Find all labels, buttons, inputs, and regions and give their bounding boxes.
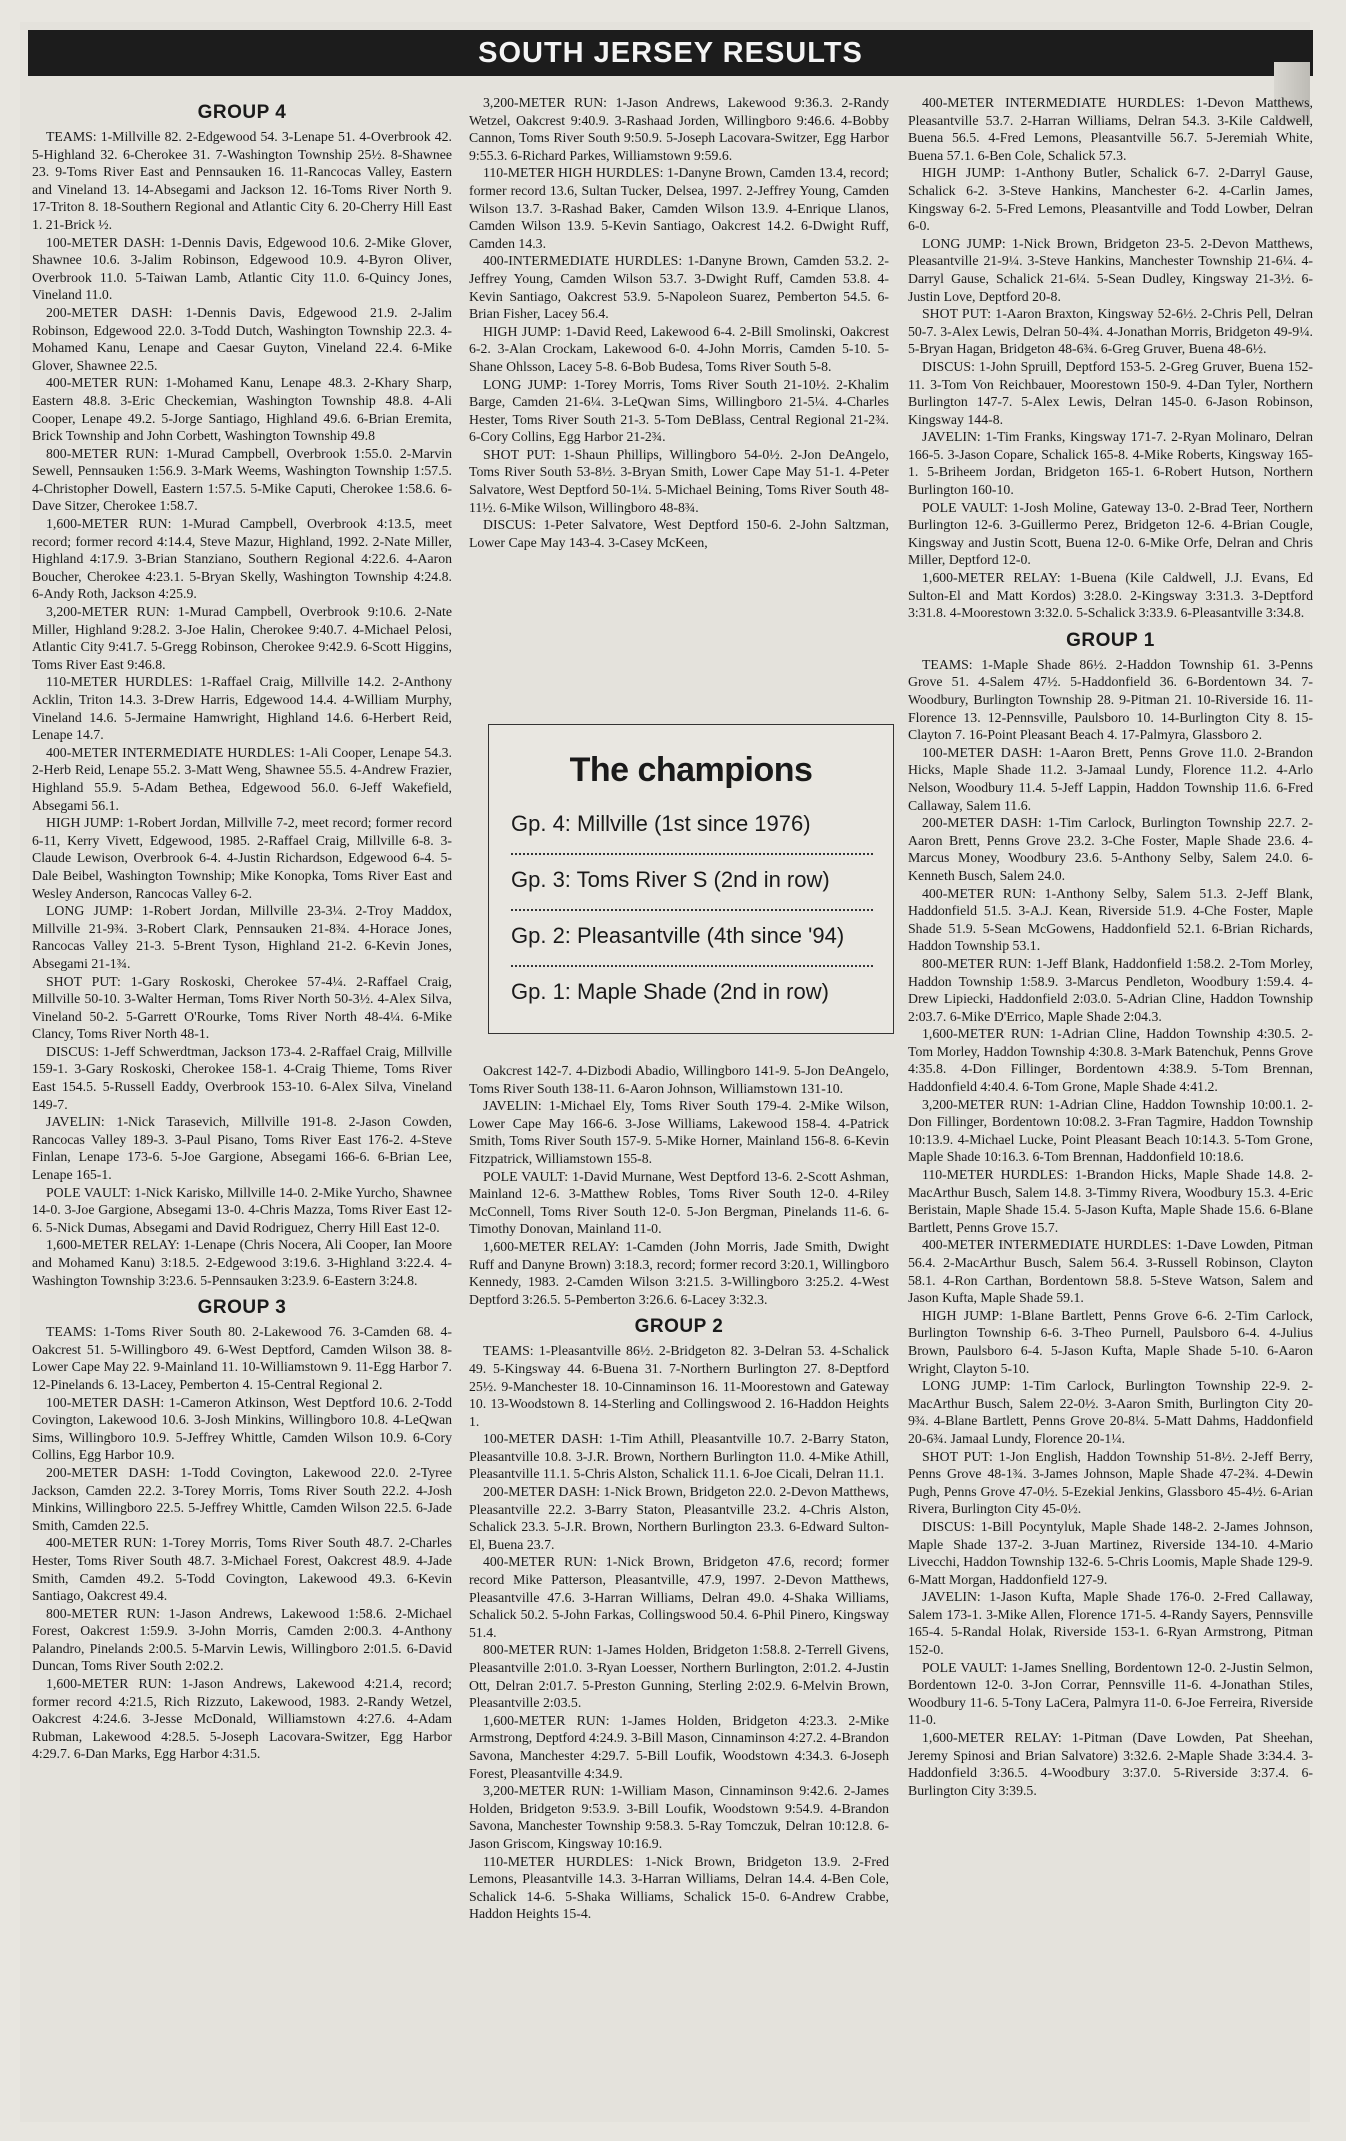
result-paragraph: 800-METER RUN: 1-Jason Andrews, Lakewood 1:58.6. 2-Michael Forest, Oakcrest 1:59.9. 3-John Morris, Camden 2:00.3. 4-Anthony Palandro, Pinelands 2:00.5. 5-Marvin Lewis, Willingboro 2:01.5. 6-David Duncan, Toms River South 2:02.2. xyxy=(32,1605,452,1674)
result-paragraph: POLE VAULT: 1-Nick Karisko, Millville 14-0. 2-Mike Yurcho, Shawnee 14-0. 3-Joe Gargione, Absegami 13-0. 4-Chris Mazza, Toms River East 12-6. 5-Nick Dumas, Absegami and David Rodriguez, Cherry Hill East 12-0. xyxy=(32,1184,452,1235)
result-paragraph: 1,600-METER RUN: 1-James Holden, Bridgeton 4:23.3. 2-Mike Armstrong, Deptford 4:24.9. 3-Bill Mason, Cinnaminson 4:27.2. 4-Brandon Savona, Manchester 4:29.7. 5-Bill Loufik, Woodstown 4:34.3. 6-Joseph Forest, Pleasantville 4:34.9. xyxy=(469,1712,889,1781)
column-1 xyxy=(32,94,452,2104)
result-paragraph: 100-METER DASH: 1-Dennis Davis, Edgewood 10.6. 2-Mike Glover, Shawnee 10.6. 3-Jalim Robinson, Edgewood 10.9. 4-Byron Oliver, Overbrook 11.0. 5-Taiwan Lamb, Atlantic City 11.0. 6-Quincy Jones, Vineland 11.0. xyxy=(32,234,452,303)
group-4-results xyxy=(32,128,452,1289)
result-paragraph: POLE VAULT: 1-David Murnane, West Deptford 13-6. 2-Scott Ashman, Mainland 12-6. 3-Matthew Robles, Toms River South 12-0. 4-Riley McConnell, Toms River South 12-0. 5-Jon Bergman, Pinelands 11-6. 6-Timothy Donovan, Mainland 11-0. xyxy=(469,1168,889,1237)
result-paragraph: 400-METER INTERMEDIATE HURDLES: 1-Dave Lowden, Pitman 56.4. 2-MacArthur Busch, Salem 56.4. 3-Russell Robinson, Clayton 58.1. 4-Ron Carthan, Bordentown 58.8. 5-Steve Watson, Salem and Jason Kufta, Maple Shade 59.1. xyxy=(908,1237,1313,1306)
result-paragraph: POLE VAULT: 1-James Snelling, Bordentown 12-0. 2-Justin Selmon, Bordentown 12-0. 3-Jon Corrar, Pennsville 11-6. 4-Jonathan Stiles, Woodbury 11-6. 5-Tony LaCera, Palmyra 11-0. 6-Joe Ferreira, Riverside 11-0. xyxy=(908,1659,1313,1728)
result-paragraph: HIGH JUMP: 1-Anthony Butler, Schalick 6-7. 2-Darryl Gause, Schalick 6-2. 3-Steve Hankins, Manchester 6-2. 4-Carlin James, Kingsway 6-2. 5-Fred Lemons, Pleasantville and Todd Lowber, Delran 6-0. xyxy=(908,165,1313,234)
result-paragraph: 110-METER HIGH HURDLES: 1-Danyne Brown, Camden 13.4, record; former record 13.6, Sultan Tucker, Delsea, 1997. 2-Jeffrey Young, Camden Wilson 13.7. 3-Rashad Baker, Camden Wilson 13.9. 4-Enrique Llanos, Camden Wilson 13.9. 5-Kevin Santiago, Oakcrest 14.2. 6-Dwight Ruff, Camden 14.3. xyxy=(469,165,889,251)
group-1-heading: GROUP 1 xyxy=(1066,629,1155,651)
champion-line: Gp. 3: Toms River S (2nd in row) xyxy=(511,867,830,892)
result-paragraph: SHOT PUT: 1-Aaron Braxton, Kingsway 52-6½. 2-Chris Pell, Delran 50-7. 3-Alex Lewis, Delran 50-4¾. 4-Jonathan Morris, Bridgeton 49-9¼. 5-Bryan Hagan, Bridgeton 48-6¾. 6-Greg Gruver, Buena 48-6½. xyxy=(908,306,1313,357)
result-paragraph: TEAMS: 1-Maple Shade 86½. 2-Haddon Township 61. 3-Penns Grove 51. 4-Salem 47½. 5-Haddonfield 36. 6-Bordentown 34. 7-Woodbury, Burlington Township 28. 9-Pitman 21. 10-Riverside 16. 11-Florence 13. 12-Pennsville, Paulsboro 10. 14-Burlington City 8. 15-Clayton 7. 16-Point Pleasant Beach 4. 17-Palmyra, Glassboro 2. xyxy=(908,656,1313,743)
result-paragraph: 400-METER RUN: 1-Mohamed Kanu, Lenape 48.3. 2-Khary Sharp, Eastern 48.8. 3-Eric Checkemian, Washington Township 48.8. 4-Ali Cooper, Lenape 49.2. 5-Jorge Santiago, Highland 49.6. 6-Brian Eremita, Brick Township and John Corbett, Washington Township 49.8 xyxy=(32,375,452,444)
result-paragraph: SHOT PUT: 1-Jon English, Haddon Township 51-8½. 2-Jeff Berry, Penns Grove 48-1¾. 3-James Johnson, Maple Shade 47-2¾. 4-Dewin Pugh, Penns Grove 47-0½. 5-Ezekial Jenkins, Glassboro 45-4½. 6-Arian Rivera, Burlington City 45-0½. xyxy=(908,1448,1313,1517)
result-paragraph: 100-METER DASH: 1-Aaron Brett, Penns Grove 11.0. 2-Brandon Hicks, Maple Shade 11.2. 3-Jamaal Lundy, Florence 11.2. 4-Arlo Nelson, Woodbury 11.4. 5-Jeff Lappin, Haddon Township 11.6. 6-Fred Callaway, Salem 11.6. xyxy=(908,744,1313,813)
result-paragraph: 200-METER DASH: 1-Todd Covington, Lakewood 22.0. 2-Tyree Jackson, Camden 22.2. 3-Torey Morris, Toms River South 22.2. 4-Josh Minkins, Willingboro 22.5. 5-Jeffrey Whittle, Camden Wilson 22.5. 6-Jade Smith, Camden 22.5. xyxy=(32,1464,452,1533)
result-paragraph: 200-METER DASH: 1-Tim Carlock, Burlington Township 22.7. 2-Aaron Brett, Penns Grove 23.2. 3-Che Foster, Maple Shade 23.6. 4-Marcus Money, Woodbury 23.6. 5-Anthony Selby, Salem 24.0. 6-Kenneth Busch, Salem 24.0. xyxy=(908,815,1313,883)
result-paragraph: 1,600-METER RUN: 1-Adrian Cline, Haddon Township 4:30.5. 2-Tom Morley, Haddon Township 4:30.8. 3-Mark Batenchuk, Penns Grove 4:35.8. 4-Don Fillinger, Bordentown 4:38.9. 5-Tom Brennan, Haddonfield 4:40.4. 6-Tom Grone, Maple Shade 4:41.2. xyxy=(908,1026,1313,1095)
group-2-heading: GROUP 2 xyxy=(634,1316,724,1338)
champion-line: Gp. 1: Maple Shade (2nd in row) xyxy=(511,979,829,1004)
result-paragraph: 1,600-METER RELAY: 1-Buena (Kile Caldwell, J.J. Evans, Ed Sulton-El and Matt Kordos) 3:28.0. 2-Kingsway 3:31.3. 3-Deptford 3:31.8. 4-Moorestown 3:32.0. 5-Schalick 3:33.9. 6-Pleasantville 3:34.8. xyxy=(908,570,1313,621)
result-paragraph: LONG JUMP: 1-Tim Carlock, Burlington Township 22-9. 2-MacArthur Busch, Salem 22-0½. 3-Aaron Smith, Burlington City 20-9¾. 4-Blane Bartlett, Penns Grove 20-8¼. 5-Matt Dahms, Haddonfield 20-6¾. Jamaal Lundy, Florence 20-1¼. xyxy=(908,1378,1313,1446)
result-paragraph: 100-METER DASH: 1-Cameron Atkinson, West Deptford 10.6. 2-Todd Covington, Lakewood 10.6. 3-Josh Minkins, Willingboro 10.8. 4-LeQwan Sims, Willingboro 10.9. 5-Jeffrey Whittle, Camden Wilson 10.9. 6-Cory Collins, Egg Harbor 10.9. xyxy=(32,1394,452,1463)
result-paragraph: 400-METER RUN: 1-Torey Morris, Toms River South 48.7. 2-Charles Hester, Toms River South 48.7. 3-Michael Forest, Oakcrest 48.9. 4-Jade Smith, Camden 49.2. 5-Todd Covington, Lakewood 49.3. 6-Kevin Santiago, Oakcrest 49.4. xyxy=(32,1535,452,1604)
result-paragraph: 400-METER INTERMEDIATE HURDLES: 1-Devon Matthews, Pleasantville 53.7. 2-Harran Williams, Delran 54.3. 3-Kile Caldwell, Buena 56.5. 4-Fred Lemons, Pleasantville 56.7. 5-Jeremiah White, Buena 57.1. 6-Ben Cole, Schalick 57.3. xyxy=(908,95,1313,163)
result-paragraph: 3,200-METER RUN: 1-Adrian Cline, Haddon Township 10:00.1. 2-Don Fillinger, Bordentown 10:08.2. 3-Fran Tagmire, Haddon Township 10:13.9. 4-Michael Lucke, Point Pleasant Beach 10:14.3. 5-Tom Grone, Maple Shade 10:16.3. 6-Tom Brennan, Haddonfield 10:18.6. xyxy=(908,1096,1313,1165)
result-paragraph: JAVELIN: 1-Tim Franks, Kingsway 171-7. 2-Ryan Molinaro, Delran 166-5. 3-Jason Copare, Schalick 165-8. 4-Mike Roberts, Kingsway 165-1. 5-Briheem Jordan, Bridgeton 165-1. 6-Robert Hutson, Northern Burlington 160-10. xyxy=(908,429,1313,498)
result-paragraph: LONG JUMP: 1-Robert Jordan, Millville 23-3¼. 2-Troy Maddox, Millville 21-9¾. 3-Robert Clark, Pennsauken 21-8¾. 4-Horace Jones, Rancocas Valley 21-3. 5-Brent Tyson, Highland 21-2. 6-Kevin Jones, Absegami 21-1¾. xyxy=(32,903,452,971)
dotted-divider xyxy=(511,909,873,911)
result-paragraph: 800-METER RUN: 1-Jeff Blank, Haddonfield 1:58.2. 2-Tom Morley, Haddon Township 1:58.9. 3-Marcus Pendleton, Woodbury 1:59.4. 4-Drew Lipiecki, Haddonfield 2:03.0. 5-Adrian Cline, Haddon Township 2:03.7. 6-Mike D'Errico, Maple Shade 2:04.3. xyxy=(908,955,1313,1024)
dotted-divider xyxy=(511,853,873,855)
champion-line: Gp. 4: Millville (1st since 1976) xyxy=(511,811,811,836)
result-paragraph: POLE VAULT: 1-Josh Moline, Gateway 13-0. 2-Brad Teer, Northern Burlington 12-6. 3-Guillermo Perez, Bridgeton 12-6. 4-Brian Cougle, Kingsway and Justin Scott, Buena 12-0. 6-Mike Orfe, Delran and Chris Miller, Deptford 12-0. xyxy=(908,499,1313,568)
group-4-heading: GROUP 4 xyxy=(197,102,287,123)
result-paragraph: 200-METER DASH: 1-Dennis Davis, Edgewood 21.9. 2-Jalim Robinson, Edgewood 22.0. 3-Todd Dutch, Washington Township 22.3. 4-Mohamed Kanu, Lenape and Caesar Guyton, Vineland 22.4. 6-Mike Glover, Shawnee 22.5. xyxy=(32,304,452,373)
result-paragraph: 400-INTERMEDIATE HURDLES: 1-Danyne Brown, Camden 53.2. 2-Jeffrey Young, Camden Wilson 53.7. 3-Dwight Ruff, Camden 53.8. 4-Kevin Santiago, Oakcrest 53.9. 5-Napoleon Suarez, Pemberton 54.5. 6-Brian Fisher, Lacey 56.4. xyxy=(469,253,889,322)
result-paragraph: 110-METER HURDLES: 1-Raffael Craig, Millville 14.2. 2-Anthony Acklin, Triton 14.3. 3-Drew Harris, Edgewood 14.4. 4-William Murphy, Vineland 14.6. 5-Jermaine Hamwright, Highland 14.6. 6-Herbert Reid, Lenape 14.7. xyxy=(32,674,452,743)
result-paragraph: 1,600-METER RELAY: 1-Pitman (Dave Lowden, Pat Sheehan, Jeremy Spinosi and Brian Salvatore) 3:32.6. 2-Maple Shade 3:34.4. 3-Haddonfield 3:36.5. 4-Woodbury 3:37.0. 5-Riverside 3:37.4. 6-Burlington City 3:39.5. xyxy=(908,1730,1313,1798)
champions-box xyxy=(488,724,894,1034)
dotted-divider xyxy=(511,965,873,967)
result-paragraph: DISCUS: 1-Bill Pocyntyluk, Maple Shade 148-2. 2-James Johnson, Maple Shade 137-2. 3-Juan Martinez, Riverside 134-10. 4-Mario Livecchi, Haddon Township 132-6. 5-Chris Loomis, Maple Shade 129-9. 6-Matt Morgan, Haddonfield 127-9. xyxy=(908,1518,1313,1587)
result-paragraph: Oakcrest 142-7. 4-Dizbodi Abadio, Willingboro 141-9. 5-Jon DeAngelo, Toms River South 138-11. 6-Aaron Johnson, Williamstown 131-10. xyxy=(469,1063,889,1096)
result-paragraph: LONG JUMP: 1-Torey Morris, Toms River South 21-10½. 2-Khalim Barge, Camden 21-6¼. 3-LeQwan Sims, Willingboro 21-5¼. 4-Charles Hester, Toms River South 21-3. 5-Tom DeBlass, Central Regional 21-2¾. 6-Cory Collins, Egg Harbor 21-2¾. xyxy=(469,376,889,445)
section-banner: SOUTH JERSEY RESULTS xyxy=(28,30,1313,76)
result-paragraph: 400-METER INTERMEDIATE HURDLES: 1-Ali Cooper, Lenape 54.3. 2-Herb Reid, Lenape 55.2. 3-Matt Weng, Shawnee 55.5. 4-Andrew Frazier, Highland 55.9. 5-Adam Bethea, Edgewood 56.0. 6-Jeff Wakefield, Absegami 56.1. xyxy=(32,744,452,813)
result-paragraph: 200-METER DASH: 1-Nick Brown, Bridgeton 22.0. 2-Devon Matthews, Pleasantville 22.2. 3-Barry Staton, Pleasantville 23.2. 4-Chris Alston, Schalick 23.3. 5-J.R. Brown, Northern Burlington 23.3. 6-Edward Sulton-El, Buena 23.7. xyxy=(469,1484,889,1552)
result-paragraph: 110-METER HURDLES: 1-Brandon Hicks, Maple Shade 14.8. 2-MacArthur Busch, Salem 14.8. 3-Timmy Rivera, Woodbury 15.3. 4-Eric Beristain, Maple Shade 15.4. 5-Jason Kufta, Maple Shade 15.6. 6-Blane Bartlett, Penns Grove 15.7. xyxy=(908,1167,1313,1235)
result-paragraph: 400-METER RUN: 1-Anthony Selby, Salem 51.3. 2-Jeff Blank, Haddonfield 51.5. 3-A.J. Kean, Riverside 51.9. 4-Che Foster, Maple Shade 51.9. 5-Sean McGowens, Haddonfield 52.1. 6-Brian Richards, Haddon Township 53.1. xyxy=(908,885,1313,954)
result-paragraph: 1,600-METER RELAY: 1-Camden (John Morris, Jade Smith, Dwight Ruff and Danyne Brown) 3:18.3, record; former record 3:20.1, Willingboro Kennedy, 1983. 2-Camden Wilson 3:21.5. 3-Willingboro 3:25.2. 4-West Deptford 3:26.5. 5-Pemberton 3:26.6. 6-Lacey 3:32.3. xyxy=(469,1238,889,1307)
result-paragraph: JAVELIN: 1-Nick Tarasevich, Millville 191-8. 2-Jason Cowden, Rancocas Valley 189-3. 3-Paul Pisano, Toms River East 176-2. 4-Steve Finlan, Lenape 173-6. 5-Joe Gargione, Absegami 166-6. 6-Brian Lee, Lenape 165-1. xyxy=(32,1114,452,1183)
result-paragraph: HIGH JUMP: 1-David Reed, Lakewood 6-4. 2-Bill Smolinski, Oakcrest 6-2. 3-Alan Crockam, Lakewood 6-0. 4-John Morris, Camden 5-10. 5-Shane Ohlsson, Lacey 5-8. 6-Bob Budesa, Toms River South 5-8. xyxy=(469,323,889,374)
result-paragraph: SHOT PUT: 1-Shaun Phillips, Willingboro 54-0½. 2-Jon DeAngelo, Toms River South 53-8½. 3-Bryan Smith, Lower Cape May 51-1. 4-Peter Salvatore, West Deptford 50-1¼. 5-Michael Beining, Toms River South 48-11½. 6-Mike Wilson, Willingboro 48-8¾. xyxy=(469,446,889,515)
newspaper-page xyxy=(20,22,1313,2122)
result-paragraph: TEAMS: 1-Millville 82. 2-Edgewood 54. 3-Lenape 51. 4-Overbrook 42. 5-Highland 32. 6-Cherokee 31. 7-Washington Township 25½. 8-Shawnee 23. 9-Toms River East and Pennsauken 16. 11-Rancocas Valley, Eastern and Vineland 13. 14-Absegami and Jackson 12. 16-Toms River North 9. 17-Triton 8. 18-Southern Regional and Atlantic City 6. 20-Cherry Hill East 1. 21-Brick ½. xyxy=(32,129,452,232)
result-paragraph: JAVELIN: 1-Michael Ely, Toms River South 179-4. 2-Mike Wilson, Lower Cape May 166-6. 3-Jose Williams, Lakewood 158-4. 4-Patrick Smith, Toms River South 157-9. 5-Mike Horner, Mainland 156-8. 6-Kevin Fitzpatrick, Williamstown 155-8. xyxy=(469,1098,889,1166)
result-paragraph: LONG JUMP: 1-Nick Brown, Bridgeton 23-5. 2-Devon Matthews, Pleasantville 21-9¼. 3-Steve Hankins, Manchester Township 21-6¼. 4-Darryl Gause, Schalick 21-6¼. 5-Sean Dudley, Kingsway 21-3½. 6-Justin Love, Deptford 20-8. xyxy=(908,235,1313,304)
column-2-bottom xyxy=(469,1062,889,2102)
result-paragraph: JAVELIN: 1-Jason Kufta, Maple Shade 176-0. 2-Fred Callaway, Salem 173-1. 3-Mike Allen, Florence 171-5. 4-Randy Sayers, Pennsville 165-4. 5-Randal Holak, Riverside 153-1. 6-Ryan Armstrong, Pitman 152-0. xyxy=(908,1589,1313,1658)
result-paragraph: 3,200-METER RUN: 1-Jason Andrews, Lakewood 9:36.3. 2-Randy Wetzel, Oakcrest 9:40.9. 3-Rashaad Jorden, Willingboro 9:46.6. 4-Bobby Cannon, Toms River South 9:50.9. 5-Joseph Lacovara-Switzer, Egg Harbor 9:55.3. 6-Richard Parkes, Williamstown 9:59.6. xyxy=(469,95,889,163)
result-paragraph: 400-METER RUN: 1-Nick Brown, Bridgeton 47.6, record; former record Mike Patterson, Pleasantville, 47.9, 1997. 2-Devon Matthews, Pleasantville 47.6. 3-Harran Williams, Delran 49.0. 4-Shaka Williams, Schalick 50.2. 5-John Farkas, Collingswood 50.4. 6-Phil Pinero, Kingsway 51.4. xyxy=(469,1554,889,1640)
result-paragraph: 100-METER DASH: 1-Tim Athill, Pleasantville 10.7. 2-Barry Staton, Pleasantville 10.8. 3-J.R. Brown, Northern Burlington 11.0. 4-Mike Athill, Pleasantville 11.1. 5-Chris Alston, Schalick 11.1. 6-Joe Cicali, Delran 11.1. xyxy=(469,1431,889,1482)
result-paragraph: DISCUS: 1-Jeff Schwerdtman, Jackson 173-4. 2-Raffael Craig, Millville 159-1. 3-Gary Roskoski, Cherokee 158-1. 4-Craig Thieme, Toms River East 154.5. 5-Russell Eaddy, Overbrook 153-10. 6-Alex Silva, Vineland 149-7. xyxy=(32,1043,452,1112)
result-paragraph: DISCUS: 1-John Spruill, Deptford 153-5. 2-Greg Gruver, Buena 152-11. 3-Tom Von Reichbauer, Moorestown 150-9. 4-Dan Tyler, Northern Burlington 147-7. 5-Alex Lewis, Delran 145-0. 6-Jason Robinson, Kingsway 144-8. xyxy=(908,358,1313,427)
group-3-results xyxy=(32,1323,452,1763)
result-paragraph: 800-METER RUN: 1-Murad Campbell, Overbrook 1:55.0. 2-Marvin Sewell, Pennsauken 1:56.9. 3-Mark Weems, Washington Township 1:57.5. 4-Christopher Dowell, Eastern 1:57.5. 5-Mike Caputi, Cherokee 1:58.6. 6-Dave Sitzer, Cherokee 1:58.7. xyxy=(32,445,452,514)
result-paragraph: 110-METER HURDLES: 1-Nick Brown, Bridgeton 13.9. 2-Fred Lemons, Pleasantville 14.3. 3-Harran Williams, Delran 14.4. 4-Ben Cole, Schalick 14-6. 5-Shaka Williams, Schalick 15-0. 6-Andrew Crabbe, Haddon Heights 15-4. xyxy=(469,1853,889,1922)
result-paragraph: 3,200-METER RUN: 1-William Mason, Cinnaminson 9:42.6. 2-James Holden, Bridgeton 9:53.9. 3-Bill Loufik, Woodstown 9:54.9. 4-Brandon Savona, Manchester Township 9:58.3. 5-Ray Tomczuk, Delran 10:12.8. 6-Jason Griscom, Kingsway 10:16.9. xyxy=(469,1783,889,1851)
champions-title: The champions xyxy=(569,751,813,789)
group-3-heading: GROUP 3 xyxy=(197,1297,287,1319)
result-paragraph: 1,600-METER RUN: 1-Jason Andrews, Lakewood 4:21.4, record; former record 4:21.5, Rich Rizzuto, Lakewood, 1983. 2-Randy Wetzel, Oakcrest 4:24.6. 3-Jesse McDonald, Williamstown 4:27.6. 4-Adam Rubman, Lakewood 4:28.5. 5-Joseph Lacovara-Switzer, Egg Harbor 4:29.7. 6-Dan Marks, Egg Harbor 4:31.5. xyxy=(32,1676,452,1762)
result-paragraph: HIGH JUMP: 1-Robert Jordan, Millville 7-2, meet record; former record 6-11, Kerry Vivett, Edgewood, 1985. 2-Raffael Craig, Millville 6-8. 3-Claude Lewison, Overbrook 6-4. 4-Justin Richardson, Edgewood 6-4. 5-Dale Beibel, Washington Township; Mike Konopka, Toms River East and Wesley Anderson, Rancocas Valley 6-2. xyxy=(32,815,452,901)
result-paragraph: 800-METER RUN: 1-James Holden, Bridgeton 1:58.8. 2-Terrell Givens, Pleasantville 2:01.0. 3-Ryan Loesser, Northern Burlington, 2:01.2. 4-Justin Ott, Delran 2:01.7. 5-Preston Gunning, Sterling 2:02.9. 6-Melvin Brown, Pleasantville 2:03.5. xyxy=(469,1642,889,1711)
result-paragraph: DISCUS: 1-Peter Salvatore, West Deptford 150-6. 2-John Saltzman, Lower Cape May 143-4. 3-Casey McKeen, xyxy=(469,517,889,550)
result-paragraph: TEAMS: 1-Toms River South 80. 2-Lakewood 76. 3-Camden 68. 4-Oakcrest 51. 5-Willingboro 49. 6-West Deptford, Camden Wilson 38. 8-Lower Cape May 22. 9-Mainland 11. 10-Williamstown 9. 11-Egg Harbor 7. 12-Pinelands 6. 13-Lacey, Pemberton 4. 15-Central Regional 2. xyxy=(32,1324,452,1392)
result-paragraph: SHOT PUT: 1-Gary Roskoski, Cherokee 57-4¼. 2-Raffael Craig, Millville 50-10. 3-Walter Herman, Toms River North 50-3½. 4-Alex Silva, Vineland 50-2. 5-Garrett O'Rourke, Toms River North 48-4¼. 6-Mike Clancy, Toms River North 48-1. xyxy=(32,973,452,1042)
result-paragraph: 3,200-METER RUN: 1-Murad Campbell, Overbrook 9:10.6. 2-Nate Miller, Highland 9:28.2. 3-Joe Halin, Cherokee 9:40.7. 4-Michael Pelosi, Atlantic City 9:41.7. 5-Gregg Robinson, Cherokee 9:42.9. 6-Scott Higgins, Toms River East 9:46.8. xyxy=(32,604,452,672)
column-2-top xyxy=(469,94,889,704)
result-paragraph: 1,600-METER RUN: 1-Murad Campbell, Overbrook 4:13.5, meet record; former record 4:14.4, Steve Mazur, Highland, 1992. 2-Nate Miller, Highland 4:17.9. 3-Brian Stanziano, Southern Regional 4:22.6. 4-Aaron Boucher, Cherokee 4:23.1. 5-Bryan Skelly, Washington Township 4:24.8. 6-Andy Roth, Jackson 4:25.9. xyxy=(32,516,452,602)
result-paragraph: TEAMS: 1-Pleasantville 86½. 2-Bridgeton 82. 3-Delran 53. 4-Schalick 49. 5-Kingsway 44. 6-Buena 31. 7-Northern Burlington 27. 8-Deptford 25½. 9-Manchester 18. 10-Cinnaminson 16. 11-Moorestown and Gateway 10. 13-Woodstown 8. 14-Sterling and Collingswood 2. 16-Haddon Heights 1. xyxy=(469,1343,889,1429)
result-paragraph: HIGH JUMP: 1-Blane Bartlett, Penns Grove 6-6. 2-Tim Carlock, Burlington Township 6-6. 3-Theo Purnell, Paulsboro 6-4. 4-Julius Brown, Paulsboro 6-4. 5-Jason Kufta, Maple Shade 5-10. 6-Aaron Wright, Clayton 5-10. xyxy=(908,1307,1313,1376)
column-3 xyxy=(908,94,1313,2104)
result-paragraph: 1,600-METER RELAY: 1-Lenape (Chris Nocera, Ali Cooper, Ian Moore and Mohamed Kanu) 3:18.5. 2-Edgewood 3:19.6. 3-Highland 3:22.4. 4-Washington Township 3:23.6. 5-Pennsauken 3:23.9. 6-Eastern 3:24.8. xyxy=(32,1237,452,1288)
champion-line: Gp. 2: Pleasantville (4th since '94) xyxy=(511,923,845,948)
